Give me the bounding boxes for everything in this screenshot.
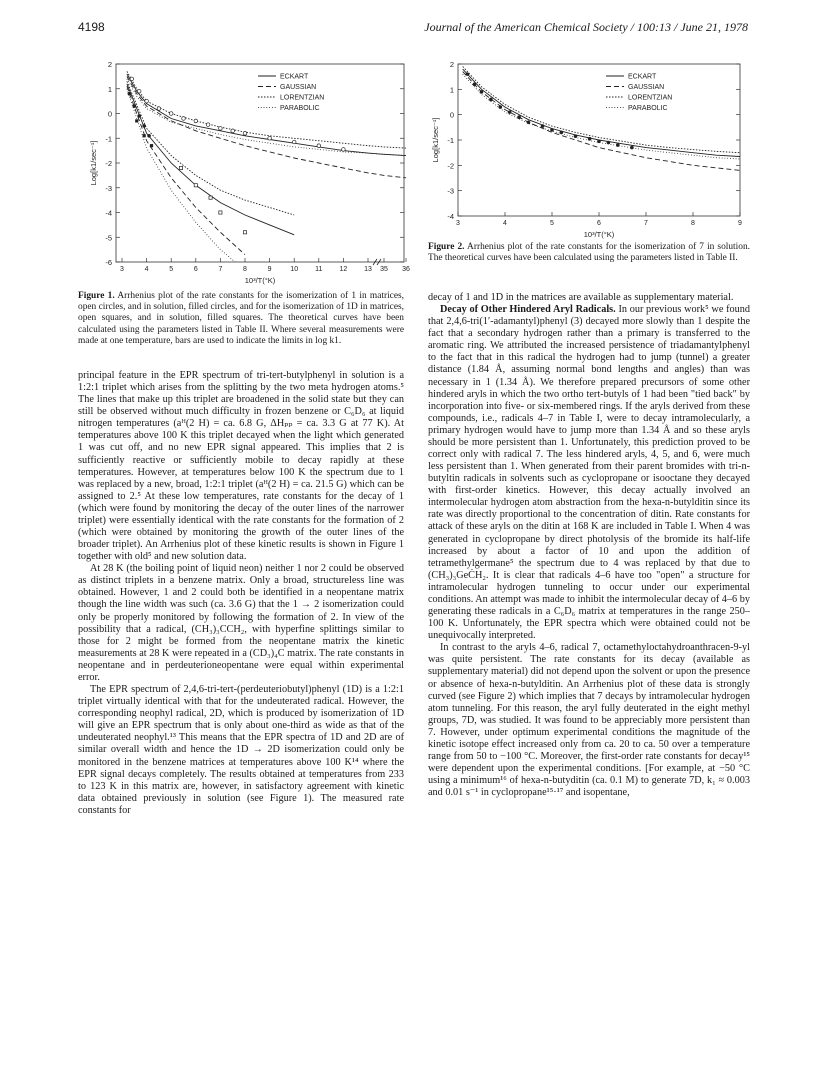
y-axis-label: Log[k1/sec⁻¹] (89, 140, 98, 186)
filled-circle-marker (574, 134, 578, 138)
x-axis-label: 10³/T(°K) (583, 230, 615, 239)
y-tick-label: -4 (447, 212, 454, 221)
x-tick-label: 36 (402, 266, 410, 273)
open-circle-marker (231, 129, 235, 133)
journal-citation: Journal of the American Chemical Society / 100:13 / June 21, 1978 (424, 20, 748, 34)
legend-label: LORENTZIAN (628, 94, 673, 102)
open-square-marker (243, 231, 246, 234)
y-tick-label: 0 (449, 110, 454, 120)
series-line (127, 89, 235, 262)
filled-circle-marker (133, 104, 137, 108)
markers (466, 72, 634, 149)
legend-label: ECKART (280, 73, 309, 81)
figure-1-caption (78, 291, 404, 347)
y-tick-label: -2 (447, 161, 454, 171)
series-line (127, 73, 406, 177)
x-tick-label: 3 (120, 266, 124, 273)
x-tick-label: 6 (193, 266, 198, 273)
filled-circle-marker (508, 110, 512, 114)
open-square-marker (194, 184, 197, 187)
open-circle-marker (137, 89, 141, 93)
series-group (463, 67, 740, 171)
x-tick-label: 7 (218, 266, 223, 273)
filled-circle-marker (541, 124, 545, 128)
filled-circle-marker (550, 128, 554, 132)
filled-circle-marker (142, 124, 146, 128)
legend-label: ECKART (628, 73, 657, 81)
left-paragraph-3: The EPR spectrum of 2,4,6-tri-tert-(perdeuteriobutyl)phenyl (1D) is a 1:2:1 triplet virtually identical with that for the undeuterated radical. However, the corresponding neophyl radical, 2D, which is produced by isomerization of 1D will give an EPR spectrum that is only about one-third as wide as that of the undeuterated neophyl.¹³ This means that the EPR spectra of 1D and 2D are of similar overall width and hence the 1D → 2D isomerization could only be monitored in the benzene matrices at temperatures above 100 K¹⁴ where the EPR signal decays completely. The results obtained at temperatures from 233 to 123 K in this matrix are, however, in satisfactory agreement with kinetic data obtained previously in solution (see Figure 1). The measured rate constants for (78, 684, 404, 816)
figure-2-chart (428, 56, 758, 239)
y-tick-label: -1 (105, 134, 112, 144)
open-square-marker (179, 166, 182, 169)
y-tick-label: -3 (447, 186, 454, 196)
filled-circle-marker (630, 146, 634, 150)
legend (258, 74, 324, 113)
page-number: 4198 (78, 20, 105, 34)
y-tick-label: 2 (449, 60, 454, 69)
series-line (463, 69, 740, 156)
markers (128, 77, 381, 265)
x-tick-label: 5 (550, 220, 554, 227)
filled-circle-marker (466, 72, 470, 76)
x-tick-label: 4 (503, 220, 507, 227)
filled-circle-marker (616, 143, 620, 147)
filled-circle-marker (499, 105, 503, 109)
x-tick-label: 3 (456, 220, 460, 227)
legend-label: PARABOLIC (280, 105, 320, 112)
x-tick-label: 5 (169, 266, 174, 273)
page-header (78, 20, 748, 38)
figure-2-caption-text: Arrhenius plot of the rate constants for the isomerization of 7 in solution. The theoretical curves have been calculated using the parameters listed in Table II. (428, 242, 750, 264)
axes (431, 60, 742, 239)
filled-circle-marker (147, 134, 151, 138)
open-circle-marker (194, 119, 198, 123)
open-circle-marker (292, 140, 296, 144)
y-tick-label: 1 (107, 84, 112, 94)
figure-2 (428, 56, 758, 239)
legend-label: LORENTZIAN (280, 94, 325, 102)
x-tick-label: 12 (339, 266, 348, 273)
right-paragraph-2 (428, 304, 750, 642)
x-tick-label: 8 (691, 220, 695, 227)
y-axis-label: Log[k1/sec⁻¹] (431, 117, 440, 163)
figure-2-caption-label: Figure 2. (428, 242, 465, 252)
legend (606, 74, 672, 113)
series-line (463, 74, 740, 159)
figure-1-caption-label: Figure 1. (78, 291, 115, 301)
open-circle-marker (342, 148, 346, 152)
series-line (127, 71, 406, 148)
open-circle-marker (317, 144, 321, 148)
left-column (78, 370, 404, 817)
open-circle-marker (145, 99, 149, 103)
x-tick-label: 35 (380, 266, 388, 273)
right-paragraph-3: In contrast to the aryls 4–6, radical 7, octamethyloctahydroanthracen-9-yl was quite persistent. The rate constants for its decay (available as supplementary material) did not depend upon the solvent or upon the presence or absence of hexa-n-butylditin. An Arrhenius plot of these data is strongly curved (see Figure 2) which implies that 7 decays by intramolecular hydrogen atom tunneling. For this reason, the aryl fully deuterated in the eight methyl groups, 7D, was studied. It was found to be appreciably more persistent than 7. However, under optimum experimental conditions the magnitude of the kinetic isotope effect increased only from ca. 20 to ca. 50 over a temperature range from 50 to −100 °C. Moreover, the first-order rate constants for decay¹⁵ were dependent upon the experimental conditions. [For example, at −50 °C using a minimum¹⁶ of hexa-n-butyditin (ca. 0.1 M) to generate 7D, k₁ ≈ 0.003 and 0.01 s⁻¹ in cyclopropane¹⁵·¹⁷ and isopentane, (428, 642, 750, 799)
x-tick-label: 9 (738, 220, 742, 227)
y-tick-label: -5 (105, 233, 112, 243)
filled-square-marker (150, 144, 153, 147)
legend-label: GAUSSIAN (628, 84, 665, 91)
filled-circle-marker (137, 114, 141, 118)
left-paragraph-1: principal feature in the EPR spectrum of tri-tert-butylphenyl in solution is a 1:2:1 triplet which arises from the splitting by the two meta hydrogen atoms.⁵ The lines that make up this triplet are broadened in the solid state but they can still be observed without much difficulty in frozen benzene or C₆D₆ at liquid nitrogen temperatures (aᴴ(2 H) = ca. 6.8 G, ΔHₚₚ = ca. 3.3 G at 77 K). At temperatures above 100 K this triplet decayed when the light which generated 1 was cut off, and no new EPR signal appeared. This implies that 2 is sufficiently reactive or sufficiently mobile to decay rapidly at these temperatures. However, at temperatures below 100 K the spectrum due to 1 was replaced by a new, broad, 1:2:1 triplet (aᴴ(2 H) = ca. 21.5 G) which can be assigned to 2.⁵ At these low temperatures, rate constants for the decay of 1 (which were found by monitoring the decay of the outer lines of the narrower triplet) were essentially identical with the rate constants for the formation of 2 (which were obtained by monitoring the growth of the outer lines of the broader triplet). An Arrhenius plot of these kinetic results is shown in Figure 1 together with old⁵ and new solution data. (78, 370, 404, 563)
open-circle-marker (157, 107, 161, 111)
open-circle-marker (130, 77, 134, 81)
y-tick-label: 1 (449, 85, 454, 95)
y-tick-label: 2 (107, 60, 112, 69)
figure-1-caption-text: Arrhenius plot of the rate constants for the isomerization of 1 in matrices, open circles, and in solution, filled circles, and for the isomerization of 1D in matrices, open squares, and in solution, filled squares. The theoretical curves have been calculated using the parameters listed in Table II. Where several measurements were made at one temperature, bars are used to indicate the limits in log k1. (78, 291, 404, 346)
x-axis-label: 10³/T(°K) (244, 276, 276, 285)
open-circle-marker (206, 123, 210, 127)
x-tick-label: 11 (315, 266, 323, 273)
x-tick-label: 10 (290, 266, 299, 273)
filled-circle-marker (607, 141, 611, 145)
x-tick-label: 13 (364, 266, 372, 273)
filled-circle-marker (480, 90, 484, 94)
right-paragraph-2-text: In our previous work⁵ we found that 2,4,6-tri(1′-adamantyl)phenyl (3) decayed more slowly than 1 despite the fact that a secondary hydrogen rather than a primary is transferred to the aromatic ring. We attributed the increased persistence of triadamantylphenyl to the fact that in this radical the hydrogen had to jump (tunnel) a greater distance (1.84 Å, assuming normal bond lengths and angles) than was necessary in 1 (1.34 Å). We therefore prepared precursors of some other hindered aryls in which the two ortho tert-butyls of 1 had been "tied back" by incorporation into five- or six-membered rings. If the aryls derived from these compounds, i.e., radicals 4–7 in Table I, were to decay intramolecularly, a primary hydrogen would have to jump more than 1.34 Å and so these aryls should be more persistent than 1. Unfortunately, this prediction proved to be correct only with radical 7. The less hindered aryls, 4, 5, and 6, were much less persistent than 1. When generated from their parent bromides with tri-n-butyltin radicals in solvents such as cyclopropane or isooctane they decayed with first-order kinetics. However, this decay actually involved an intermolecular hydrogen atom abstraction from the hexa-n-butylditin since its rate was directly proportional to the concentration of ditin. Rate constants for attack of these aryls on the ditin at 168 K are included in Table I. When 4 was generated in cyclopropane by direct photolysis of the bromide its half-life increased by about a factor of 10 and upon the addition of tetramethylgermane⁵ the spectrum due to 4 was replaced by that due to (CH₃)₃GeĊH₂. It is clear that radicals 4–6 have too "open" a structure for intramolecular hydrogen tunneling to occur under our experimental conditions. An attempt was made to inhibit the intermolecular decay of 4–6 by generating these radicals in a C₆D₆ matrix at temperatures in the range 250–100 K. Unfortunately, the EPR spectra which were obtained could not be unequivocally interpreted. (428, 304, 750, 642)
filled-circle-marker (517, 115, 521, 119)
x-tick-label: 4 (144, 266, 149, 273)
y-tick-label: 0 (107, 109, 112, 119)
x-tick-label: 9 (267, 266, 272, 273)
filled-circle-marker (588, 137, 592, 141)
x-tick-label: 6 (597, 220, 601, 227)
y-tick-label: -6 (105, 258, 112, 267)
legend-label: GAUSSIAN (280, 84, 317, 91)
x-tick-label: 8 (243, 266, 247, 273)
x-tick-label: 7 (644, 220, 648, 227)
series-line (463, 72, 740, 171)
y-tick-label: -4 (105, 208, 112, 218)
open-circle-marker (169, 112, 173, 116)
open-circle-marker (268, 136, 272, 140)
filled-circle-marker (473, 82, 477, 86)
open-square-marker (209, 196, 212, 199)
filled-square-marker (143, 134, 146, 137)
filled-circle-marker (527, 120, 531, 124)
y-tick-label: -1 (447, 136, 454, 145)
y-tick-label: -2 (105, 159, 112, 168)
open-circle-marker (219, 127, 223, 131)
right-paragraph-1: decay of 1 and 1D in the matrices are available as supplementary material. (428, 292, 734, 303)
legend-label: PARABOLIC (628, 105, 668, 112)
filled-circle-marker (560, 131, 564, 135)
open-circle-marker (182, 117, 186, 121)
series-line (127, 86, 245, 254)
series-group (127, 71, 406, 262)
open-square-marker (219, 211, 222, 214)
left-paragraph-2: At 28 K (the boiling point of liquid neon) neither 1 nor 2 could be observed as distinct triplets in a benzene matrix. Only a broad, structureless line was obtained. However, 1 and 2 could both be identified in a neopentane matrix though the line width was such (ca. 3.6 G) that the 1 → 2 isomerization could only be properly monitored by following the formation of 2. In view of the possibility that a radical, (CH₃)₃CCH₂, with hyperfine splittings similar to those for 2 might be formed from the neopentane matrix the kinetic measurements at 28 K were repeated in a (CD₃)₄C matrix. The rate constants in neopentane and in perdeuterioneopentane were equal within experimental error. (78, 563, 404, 683)
filled-circle-marker (489, 98, 493, 102)
y-tick-label: -3 (105, 183, 112, 193)
filled-circle-marker (597, 139, 601, 143)
figure-2-caption (428, 242, 750, 264)
figure-1-chart (78, 56, 418, 288)
plot-frame (116, 64, 404, 262)
section-heading: Decay of Other Hindered Aryl Radicals. (440, 304, 616, 316)
right-column (428, 292, 750, 799)
filled-square-marker (135, 119, 138, 122)
open-circle-marker (243, 132, 247, 136)
filled-circle-marker (128, 92, 132, 96)
figure-1 (78, 56, 418, 288)
